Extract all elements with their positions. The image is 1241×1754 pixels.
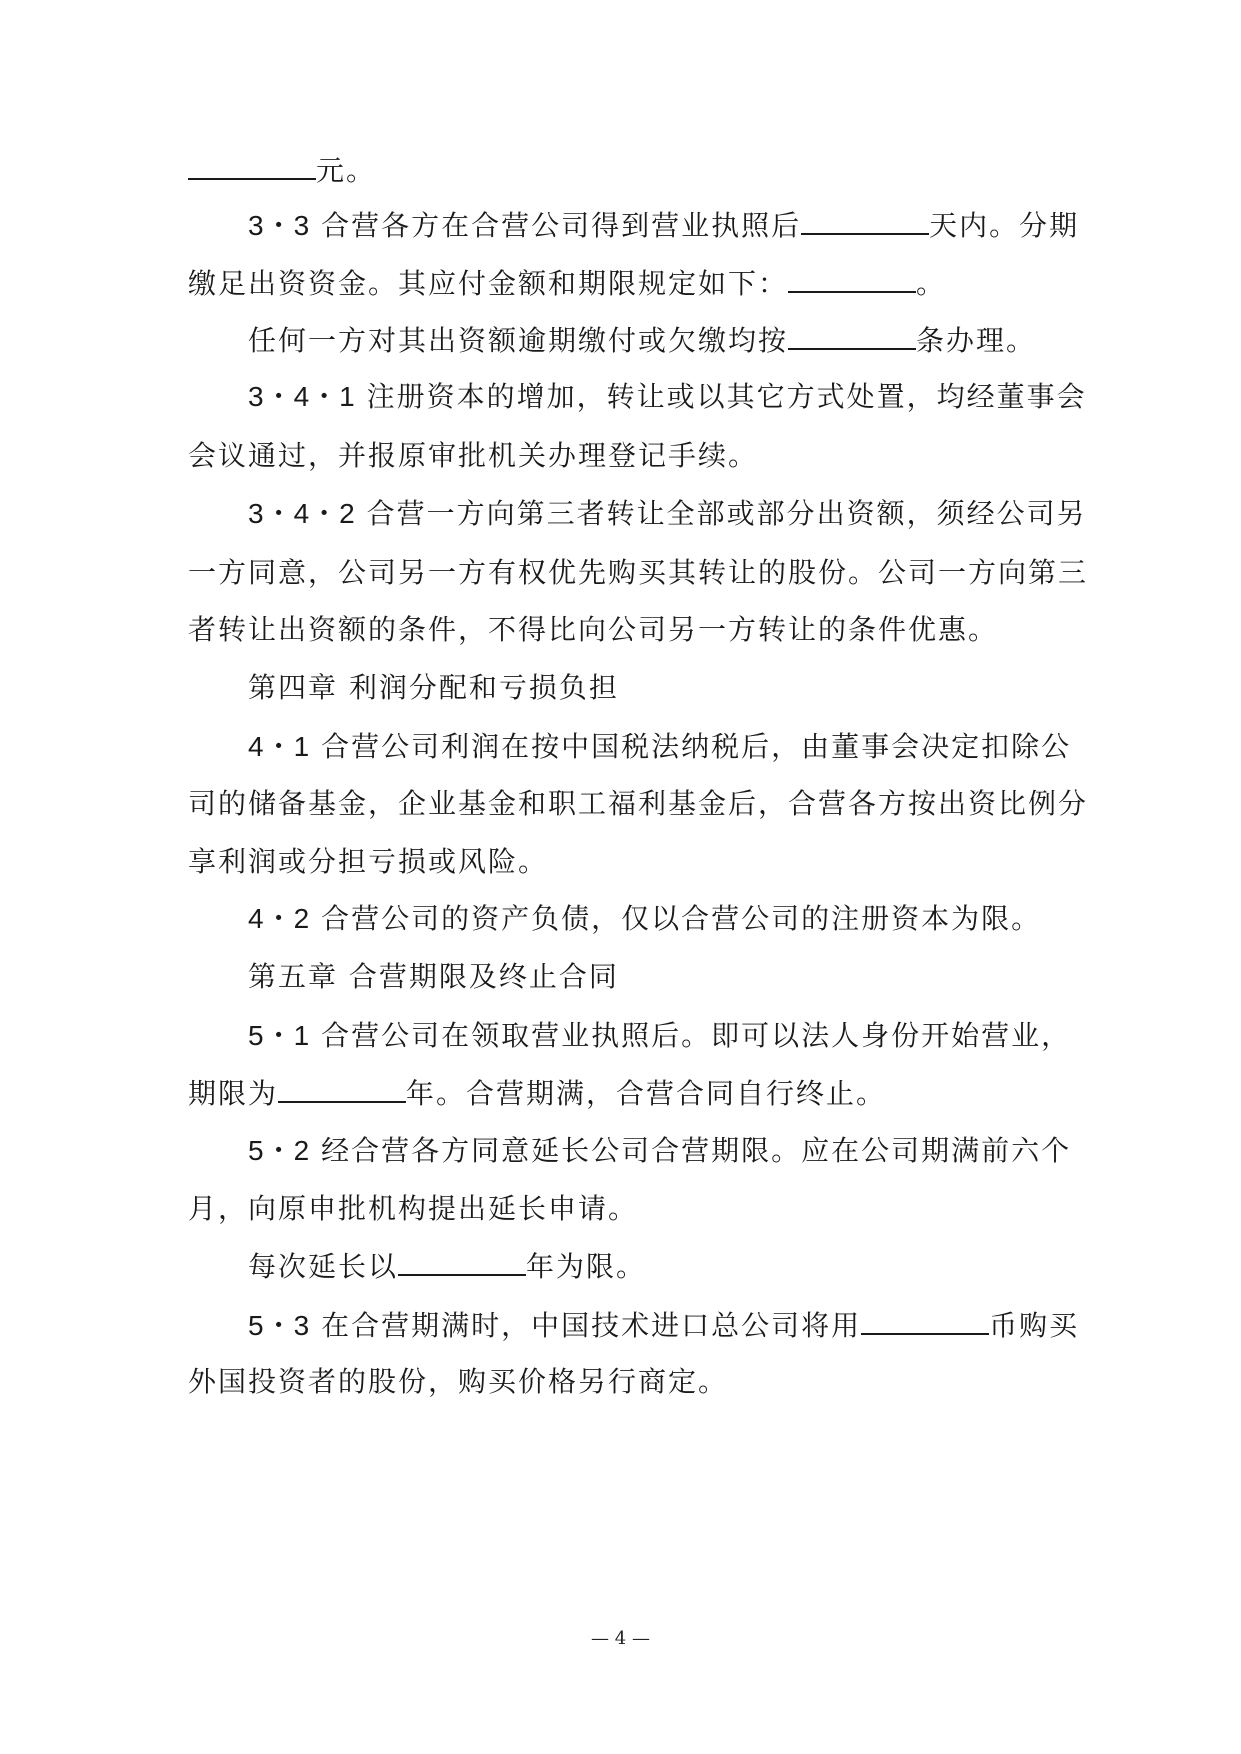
clause-3-4-1 bbox=[248, 377, 1087, 417]
fill-blank bbox=[861, 1305, 989, 1335]
fill-blank bbox=[278, 1073, 406, 1103]
paragraph-line bbox=[188, 1362, 728, 1402]
clause-3-3 bbox=[248, 205, 1079, 246]
line-text: 币购买 bbox=[989, 1309, 1080, 1342]
paragraph-line bbox=[188, 842, 548, 882]
paragraph-line bbox=[188, 436, 758, 476]
paragraph-line bbox=[188, 263, 946, 304]
fill-blank bbox=[788, 263, 916, 293]
paragraph-line bbox=[188, 610, 998, 650]
clause-number: 5・3 bbox=[248, 1310, 311, 1341]
chapter-title: 第五章 合营期限及终止合同 bbox=[248, 960, 619, 993]
line-text: 外国投资者的股份，购买价格另行商定。 bbox=[188, 1365, 729, 1398]
line-text: 合营各方在合营公司得到营业执照后 bbox=[321, 209, 802, 242]
line-text: 者转让出资额的条件，不得比向公司另一方转让的条件优惠。 bbox=[188, 613, 999, 646]
line-text: 期限为 bbox=[188, 1077, 279, 1110]
clause-number: 4・1 bbox=[248, 731, 311, 762]
clause-number: 4・2 bbox=[248, 903, 311, 934]
clause-5-2 bbox=[248, 1131, 1071, 1171]
paragraph-line bbox=[248, 1246, 646, 1287]
fill-blank bbox=[788, 320, 916, 350]
clause-5-1 bbox=[248, 1016, 1071, 1056]
line-text: 合营公司的资产负债，仅以合营公司的注册资本为限。 bbox=[321, 902, 1042, 935]
clause-number: 3・4・2 bbox=[248, 498, 356, 529]
clause-4-1 bbox=[248, 727, 1071, 767]
line-text: 司的储备基金，企业基金和职工福利基金后，合营各方按出资比例分 bbox=[188, 787, 1089, 820]
clause-4-2 bbox=[248, 899, 1041, 939]
chapter-title: 第四章 利润分配和亏损负担 bbox=[248, 671, 619, 704]
paragraph-line bbox=[248, 320, 1036, 361]
paragraph-line bbox=[188, 150, 376, 191]
page-number: — 4 — bbox=[591, 1628, 650, 1649]
line-text: 月，向原申批机构提出延长申请。 bbox=[188, 1192, 639, 1225]
line-text: 经合营各方同意延长公司合营期限。应在公司期满前六个 bbox=[321, 1134, 1072, 1167]
clause-5-3 bbox=[248, 1305, 1079, 1346]
line-text: 元。 bbox=[316, 154, 377, 187]
clause-3-4-2 bbox=[248, 494, 1087, 534]
line-text: 任何一方对其出资额逾期缴付或欠缴均按 bbox=[248, 324, 789, 357]
line-text: 。 bbox=[916, 267, 947, 300]
paragraph-line bbox=[188, 553, 1088, 593]
line-text: 注册资本的增加，转让或以其它方式处置，均经董事会 bbox=[366, 380, 1087, 413]
fill-blank bbox=[398, 1246, 526, 1276]
clause-number: 5・2 bbox=[248, 1135, 311, 1166]
line-text: 天内。分期 bbox=[929, 209, 1080, 242]
line-text: 享利润或分担亏损或风险。 bbox=[188, 845, 549, 878]
clause-number: 3・3 bbox=[248, 210, 311, 241]
line-text: 会议通过，并报原审批机关办理登记手续。 bbox=[188, 439, 759, 472]
fill-blank bbox=[188, 150, 316, 180]
paragraph-line bbox=[188, 1073, 886, 1114]
paragraph-line bbox=[188, 784, 1088, 824]
line-text: 缴足出资资金。其应付金额和期限规定如下： bbox=[188, 267, 789, 300]
chapter-heading-5 bbox=[248, 957, 619, 997]
line-text: 在合营期满时，中国技术进口总公司将用 bbox=[321, 1309, 862, 1342]
line-text: 合营公司利润在按中国税法纳税后，由董事会决定扣除公 bbox=[321, 730, 1072, 763]
line-text: 每次延长以 bbox=[248, 1250, 399, 1283]
paragraph-line bbox=[188, 1189, 638, 1229]
clause-number: 3・4・1 bbox=[248, 381, 356, 412]
line-text: 年为限。 bbox=[526, 1250, 647, 1283]
line-text: 年。合营期满，合营合同自行终止。 bbox=[406, 1077, 887, 1110]
line-text: 合营一方向第三者转让全部或部分出资额，须经公司另 bbox=[366, 497, 1087, 530]
clause-number: 5・1 bbox=[248, 1020, 311, 1051]
line-text: 一方同意，公司另一方有权优先购买其转让的股份。公司一方向第三 bbox=[188, 556, 1089, 589]
line-text: 条办理。 bbox=[916, 324, 1037, 357]
line-text: 合营公司在领取营业执照后。即可以法人身份开始营业， bbox=[321, 1019, 1072, 1052]
chapter-heading-4 bbox=[248, 668, 619, 708]
fill-blank bbox=[801, 205, 929, 235]
